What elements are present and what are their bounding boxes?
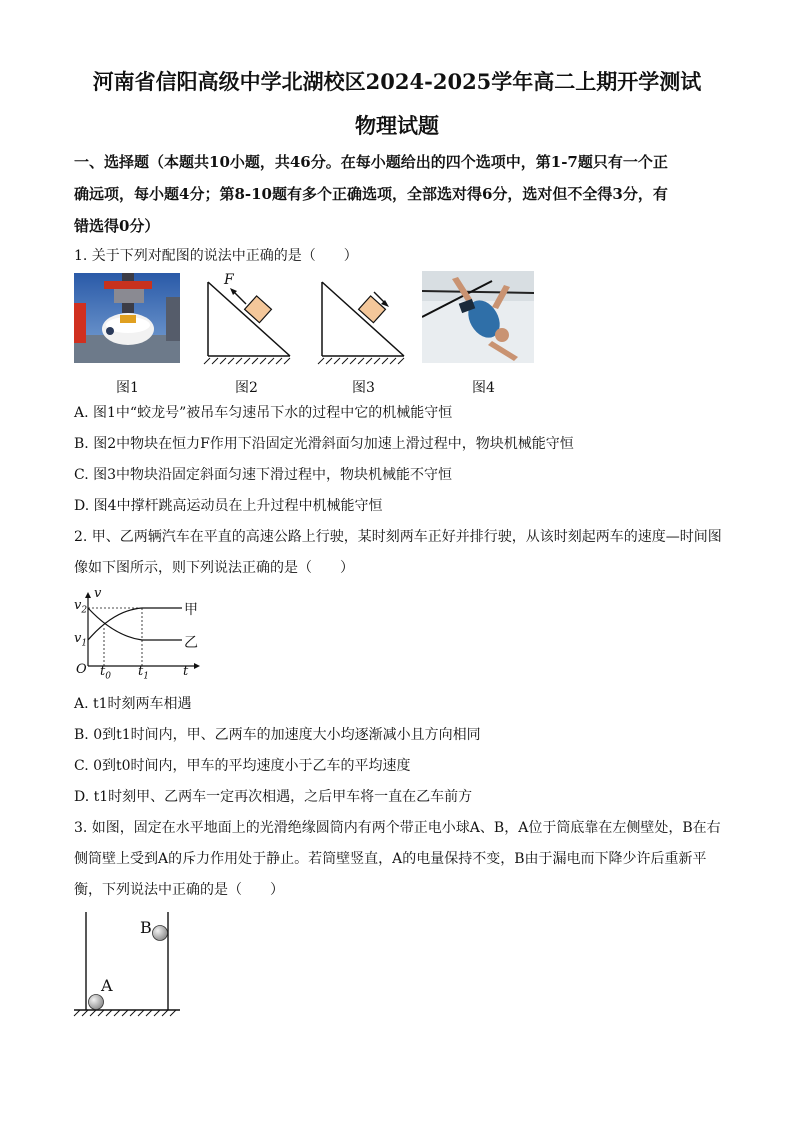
graph-v-label: v	[94, 586, 102, 601]
section-instruction-line-2: 确远项，每小题4分；第8-10题有多个正确选项，全部选对得6分，选对但不全得3分，有	[74, 185, 668, 203]
q1-option-c: C. 图3中物块沿固定斜面匀速下滑过程中，物块机械能不守恒	[74, 467, 453, 483]
figure-4-caption: 图4	[472, 380, 495, 396]
section-instruction-line-1: 一、选择题（本题共10小题，共46分。在每小题给出的四个选项中，第1-7题只有一个正	[74, 153, 668, 171]
force-label: F	[224, 272, 234, 288]
q2-option-d: D. t1时刻甲、乙两车一定再次相遇，之后甲车将一直在乙车前方	[74, 789, 473, 805]
q3-stem-line-2: 侧筒壁上受到A的斥力作用处于静止。若筒壁竖直，A的电量保持不变，B由于漏电而下降少许后重新平	[74, 851, 707, 867]
graph-t-label: t	[183, 664, 189, 679]
graph-t0-label: $t_0$	[100, 664, 111, 682]
graph-origin-label: O	[76, 662, 87, 677]
figure-3-incline-block-sliding	[314, 272, 414, 368]
q1-option-b: B. 图2中物块在恒力F作用下沿固定光滑斜面匀加速上滑过程中，物块机械能守恒	[74, 436, 574, 452]
figure-4-photo	[422, 271, 534, 363]
q2-option-b: B. 0到t1时间内，甲、乙两车的加速度大小均逐渐减小且方向相同	[74, 727, 481, 743]
graph-t1-label: $t_1$	[138, 664, 149, 682]
q2-option-c: C. 0到t0时间内，甲车的平均速度小于乙车的平均速度	[74, 758, 411, 774]
ball-a-label: A	[101, 976, 113, 995]
q1-stem: 1. 关于下列对配图的说法中正确的是（ ）	[74, 248, 358, 264]
figure-2-incline-with-force	[200, 272, 300, 368]
q2-option-a: A. t1时刻两车相遇	[74, 696, 192, 712]
section-instruction-line-3: 错选得0分）	[74, 217, 160, 235]
q2-stem-line-2: 像如下图所示，则下列说法正确的是（ ）	[74, 560, 354, 576]
figure-1-photo	[74, 273, 180, 363]
ball-b-label: B	[140, 918, 152, 937]
ball-a	[89, 995, 104, 1010]
jia-curve	[88, 608, 182, 640]
figure-1-caption: 图1	[116, 380, 139, 396]
figure-3-caption: 图3	[352, 380, 375, 396]
graph-yi-label: 乙	[184, 635, 198, 651]
yi-curve	[88, 608, 182, 640]
graph-v2-label: $v_2$	[74, 598, 88, 616]
q1-option-a: A. 图1中“蛟龙号”被吊车匀速吊下水的过程中它的机械能守恒	[74, 405, 453, 421]
graph-v1-label: $v_1$	[74, 631, 88, 649]
page-subtitle: 物理试题	[355, 113, 439, 138]
figure-2-caption: 图2	[235, 380, 258, 396]
q3-stem-line-3: 衡，下列说法中正确的是（ ）	[74, 882, 284, 898]
q1-option-d: D. 图4中撑杆跳高运动员在上升过程中机械能守恒	[74, 498, 383, 514]
ball-b	[153, 926, 168, 941]
q3-stem-line-1: 3. 如图，固定在水平地面上的光滑绝缘圆筒内有两个带正电小球A、B，A位于筒底靠在左侧壁处，B在右	[74, 820, 721, 836]
graph-jia-label: 甲	[184, 602, 198, 618]
page-title: 河南省信阳高级中学北湖校区2024-2025学年高二上期开学测试	[92, 69, 702, 94]
q2-stem-line-1: 2. 甲、乙两辆汽车在平直的高速公路上行驶，某时刻两车正好并排行驶，从该时刻起两车的速度—时间图	[74, 529, 722, 545]
cylinder-diagram	[72, 912, 182, 1018]
